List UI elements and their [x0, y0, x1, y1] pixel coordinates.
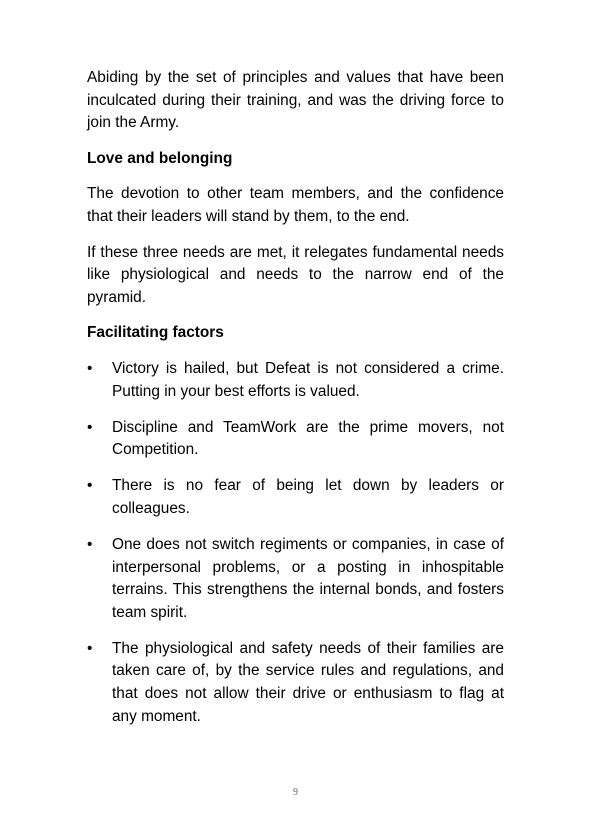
page-number: 9: [293, 787, 298, 798]
list-item-text: Discipline and TeamWork are the prime movers, not Competition.: [112, 418, 504, 459]
list-item-text: There is no fear of being let down by leaders or colleagues.: [112, 477, 504, 517]
devotion-paragraph: The devotion to other team members, and the confidence that their leaders will stand by them, to the end.: [87, 185, 504, 225]
bullet-icon: •: [87, 639, 93, 657]
needs-paragraph: If these three needs are met, it relegates fundamental needs like physiological and needs to the narrow end of the pyramid.: [87, 243, 504, 306]
list-item: [87, 417, 504, 462]
document-page: [87, 67, 504, 742]
intro-paragraph: Abiding by the set of principles and values that have been inculcated during their training, and was the driving force to join the Army.: [87, 69, 504, 132]
list-item: [87, 358, 504, 403]
list-item-text: Victory is hailed, but Defeat is not considered a crime. Putting in your best efforts is valued.: [112, 359, 504, 400]
section-heading-facilitating-factors: Facilitating factors: [87, 324, 224, 342]
list-item-text: One does not switch regiments or companies, in case of interpersonal problems, or a posting in inhospitable terrains. This strengthens the internal bonds, and fosters team spirit.: [112, 536, 504, 621]
list-item: [87, 475, 504, 520]
list-item: [87, 638, 504, 728]
bullet-icon: •: [87, 536, 93, 553]
section-heading-love-and-belonging: Love and belonging: [87, 149, 233, 167]
list-item: [87, 534, 504, 624]
facilitating-factors-list: [87, 358, 504, 728]
list-item-text: The physiological and safety needs of their families are taken care of, by the service rules and regulations, and that does not allow their drive or enthusiasm to flag at any moment.: [112, 639, 504, 725]
bullet-icon: •: [87, 359, 93, 377]
bullet-icon: •: [87, 477, 93, 495]
bullet-icon: •: [87, 418, 93, 436]
